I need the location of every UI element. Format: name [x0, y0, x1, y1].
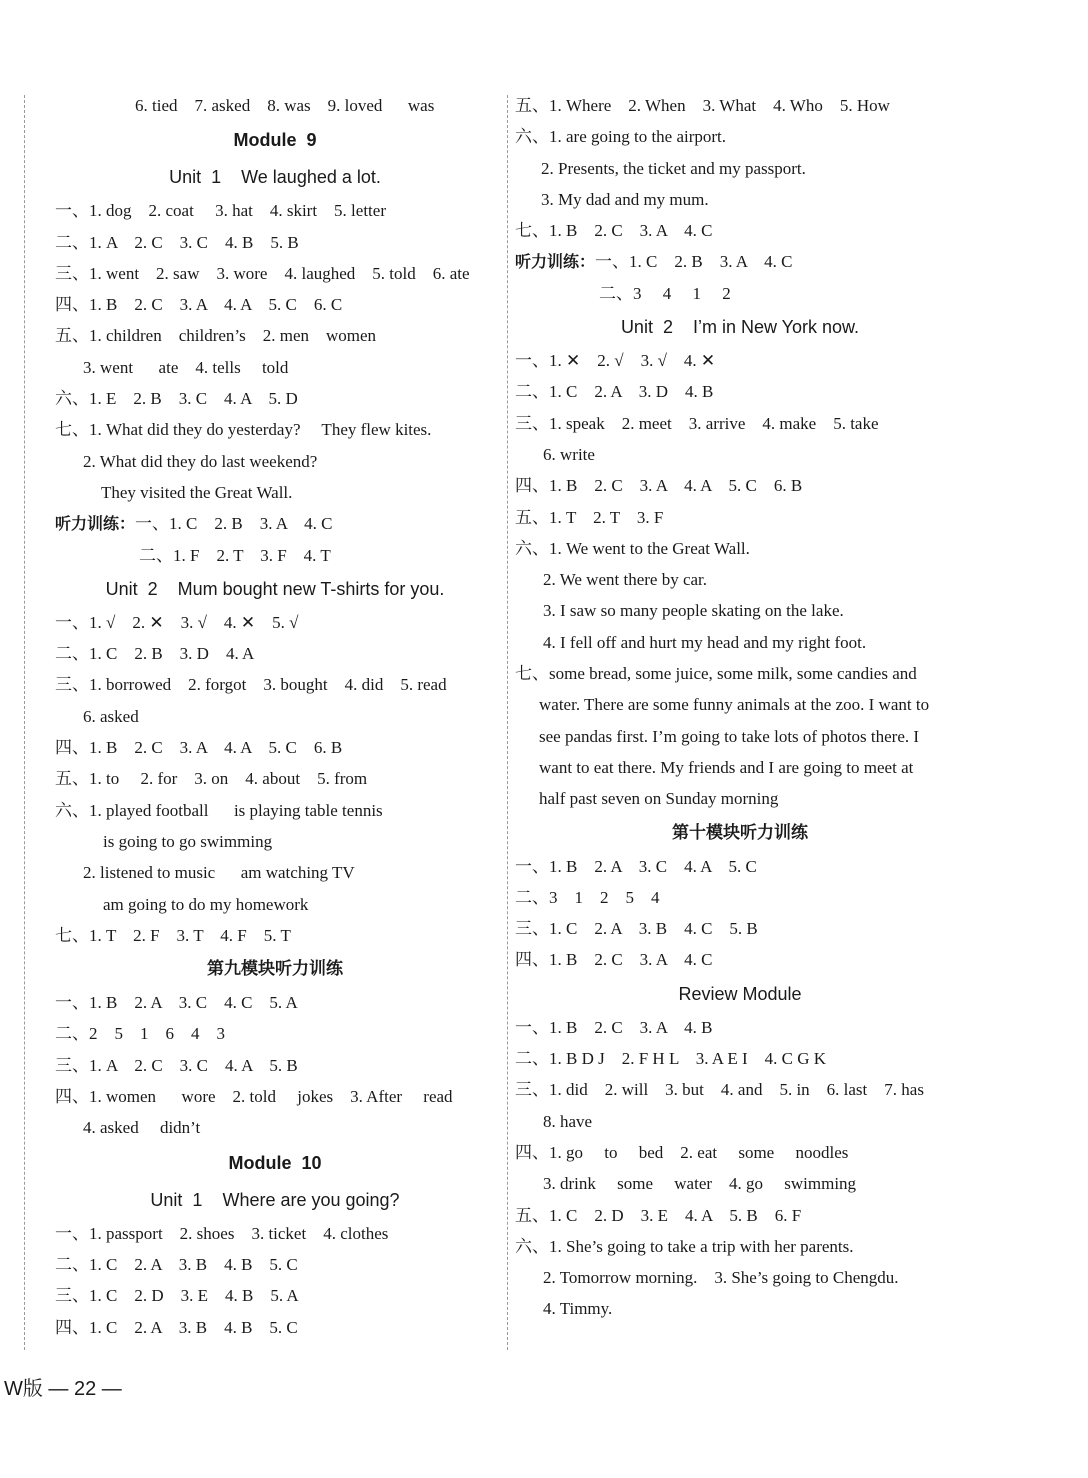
- page-footer: W版 — 22 —: [4, 1378, 122, 1400]
- answer-line: is going to go swimming: [103, 831, 273, 851]
- answer-line: They visited the Great Wall.: [101, 482, 293, 502]
- answer-line: 五、1. Where 2. When 3. What 4. Who 5. How: [515, 96, 890, 115]
- answer-line: 五、1. C 2. D 3. E 4. A 5. B 6. F: [515, 1205, 802, 1225]
- answer-line: 二、3 1 2 5 4: [515, 887, 660, 907]
- column-divider: [507, 95, 508, 1350]
- answer-line: 8. have: [543, 1111, 593, 1131]
- answer-line: 四、1. B 2. C 3. A 4. A 5. C 6. C: [55, 295, 343, 315]
- answer-line: 二、2 5 1 6 4 3: [55, 1024, 225, 1044]
- answer-line: 4. I fell off and hurt my head and my right foot.: [543, 632, 867, 652]
- answer-line: 五、1. children children’s 2. men women: [55, 326, 377, 346]
- listening-section-title: 第十模块听力训练: [672, 822, 808, 843]
- answer-line: 一、1. √ 2. ✕ 3. √ 4. ✕ 5. √: [55, 612, 299, 632]
- answer-line: 一、1. ✕ 2. √ 3. √ 4. ✕: [515, 351, 716, 371]
- answer-line: 4. Timmy.: [543, 1299, 613, 1319]
- left-margin-divider: [24, 95, 25, 1350]
- answer-line: 四、1. B 2. C 3. A 4. A 5. C 6. B: [515, 476, 803, 496]
- answer-line: 一、1. passport 2. shoes 3. ticket 4. clothes: [55, 1223, 389, 1243]
- answer-line: 三、1. did 2. will 3. but 4. and 5. in 6. last 7. has: [515, 1080, 924, 1100]
- answer-line: 3. My dad and my mum.: [541, 189, 709, 209]
- answer-line: 五、1. T 2. T 3. F: [515, 507, 664, 527]
- answer-line: 2. Tomorrow morning. 3. She’s going to Chengdu.: [543, 1268, 899, 1288]
- answer-line: 六、1. We went to the Great Wall.: [515, 538, 750, 558]
- answer-line: 四、1. B 2. C 3. A 4. C: [515, 950, 713, 970]
- answer-line: 6. tied 7. asked 8. was 9. loved was: [135, 96, 435, 115]
- answer-text: 一、1. C 2. B 3. A 4. C: [595, 252, 793, 272]
- answer-line: 二、1. F 2. T 3. F 4. T: [139, 545, 331, 565]
- unit-heading: Unit 2 I’m in New York now.: [620, 317, 860, 338]
- answer-line: 一、1. dog 2. coat 3. hat 4. skirt 5. letter: [55, 201, 386, 221]
- answer-line: 三、1. C 2. D 3. E 4. B 5. A: [55, 1286, 299, 1306]
- unit-heading: Unit 1 We laughed a lot.: [169, 167, 381, 188]
- answer-line: 3. drink some water 4. go swimming: [543, 1174, 857, 1194]
- listening-label: 听力训练：: [55, 514, 136, 534]
- module-title: Module 9: [233, 130, 317, 151]
- answer-line: 六、1. played football is playing table tennis: [55, 800, 383, 820]
- unit-heading: Unit 2 Mum bought new T-shirts for you.: [105, 578, 445, 599]
- answer-line: 七、1. B 2. C 3. A 4. C: [515, 221, 713, 241]
- answer-line: 二、1. B D J 2. F H L 3. A E I 4. C G K: [515, 1049, 827, 1069]
- answer-line: 3. went ate 4. tells told: [83, 357, 289, 377]
- listening-section-title: 第九模块听力训练: [207, 959, 343, 980]
- answer-line: 二、1. C 2. B 3. D 4. A: [55, 644, 255, 664]
- answer-line: water. There are some funny animals at the zoo. I want to: [539, 695, 930, 715]
- answer-line: 三、1. went 2. saw 3. wore 4. laughed 5. told 6. ate: [55, 263, 470, 283]
- answer-line: 二、1. C 2. A 3. D 4. B: [515, 382, 714, 402]
- answer-line: want to eat there. My friends and I are going to meet at: [539, 757, 914, 777]
- answer-line: 七、1. What did they do yesterday? They flew kites.: [55, 420, 432, 440]
- listening-label: 听力训练：: [515, 252, 596, 272]
- answer-line: see pandas first. I’m going to take lots of photos there. I: [539, 726, 920, 746]
- left-column: [55, 90, 495, 1343]
- answer-line: 一、1. B 2. A 3. C 4. A 5. C: [515, 856, 757, 876]
- answer-line: 四、1. B 2. C 3. A 4. A 5. C 6. B: [55, 738, 343, 758]
- answer-line: 一、1. B 2. C 3. A 4. B: [515, 1017, 713, 1037]
- unit-heading: Unit 1 Where are you going?: [150, 1189, 400, 1210]
- answer-line: am going to do my homework: [103, 894, 309, 914]
- answer-line: 三、1. borrowed 2. forgot 3. bought 4. did 5. read: [55, 675, 447, 695]
- answer-line: 六、1. are going to the airport.: [515, 127, 727, 147]
- answer-line: 一、1. B 2. A 3. C 4. C 5. A: [55, 993, 298, 1013]
- module-title: Module 10: [228, 1152, 322, 1173]
- answer-line: 四、1. go to bed 2. eat some noodles: [515, 1142, 849, 1162]
- answer-line: 2. Presents, the ticket and my passport.: [541, 158, 806, 178]
- unit-heading: Review Module: [678, 983, 802, 1004]
- answer-line: 二、1. C 2. A 3. B 4. B 5. C: [55, 1254, 298, 1274]
- answer-line: 4. asked didn’t: [83, 1118, 201, 1138]
- answer-line: 3. I saw so many people skating on the lake.: [543, 601, 844, 621]
- answer-text: 一、1. C 2. B 3. A 4. C: [135, 514, 333, 534]
- answer-line: half past seven on Sunday morning: [539, 789, 779, 809]
- right-column: [515, 90, 965, 1325]
- answer-line: 三、1. A 2. C 3. C 4. A 5. B: [55, 1055, 298, 1075]
- answer-line: 6. asked: [83, 706, 139, 726]
- answer-line: 2. listened to music am watching TV: [83, 863, 355, 883]
- answer-line: 三、1. speak 2. meet 3. arrive 4. make 5. take: [515, 413, 879, 433]
- answer-line: 六、1. E 2. B 3. C 4. A 5. D: [55, 389, 298, 409]
- answer-line: 二、3 4 1 2: [599, 283, 731, 303]
- answer-line: 六、1. She’s going to take a trip with her parents.: [515, 1236, 854, 1256]
- answer-line: 6. write: [543, 444, 595, 464]
- answer-line: 五、1. to 2. for 3. on 4. about 5. from: [55, 769, 368, 789]
- answer-line: 二、1. A 2. C 3. C 4. B 5. B: [55, 232, 299, 252]
- answer-line: 三、1. C 2. A 3. B 4. C 5. B: [515, 919, 758, 939]
- answer-line: 2. We went there by car.: [543, 570, 708, 590]
- answer-line: [55, 508, 495, 539]
- answer-line: [515, 246, 965, 277]
- answer-line: 2. What did they do last weekend?: [83, 451, 318, 471]
- answer-line: 四、1. women wore 2. told jokes 3. After read: [55, 1087, 453, 1107]
- answer-line: 七、some bread, some juice, some milk, some candies and: [515, 664, 917, 684]
- answer-line: 七、1. T 2. F 3. T 4. F 5. T: [55, 925, 291, 945]
- answer-line: 四、1. C 2. A 3. B 4. B 5. C: [55, 1317, 298, 1337]
